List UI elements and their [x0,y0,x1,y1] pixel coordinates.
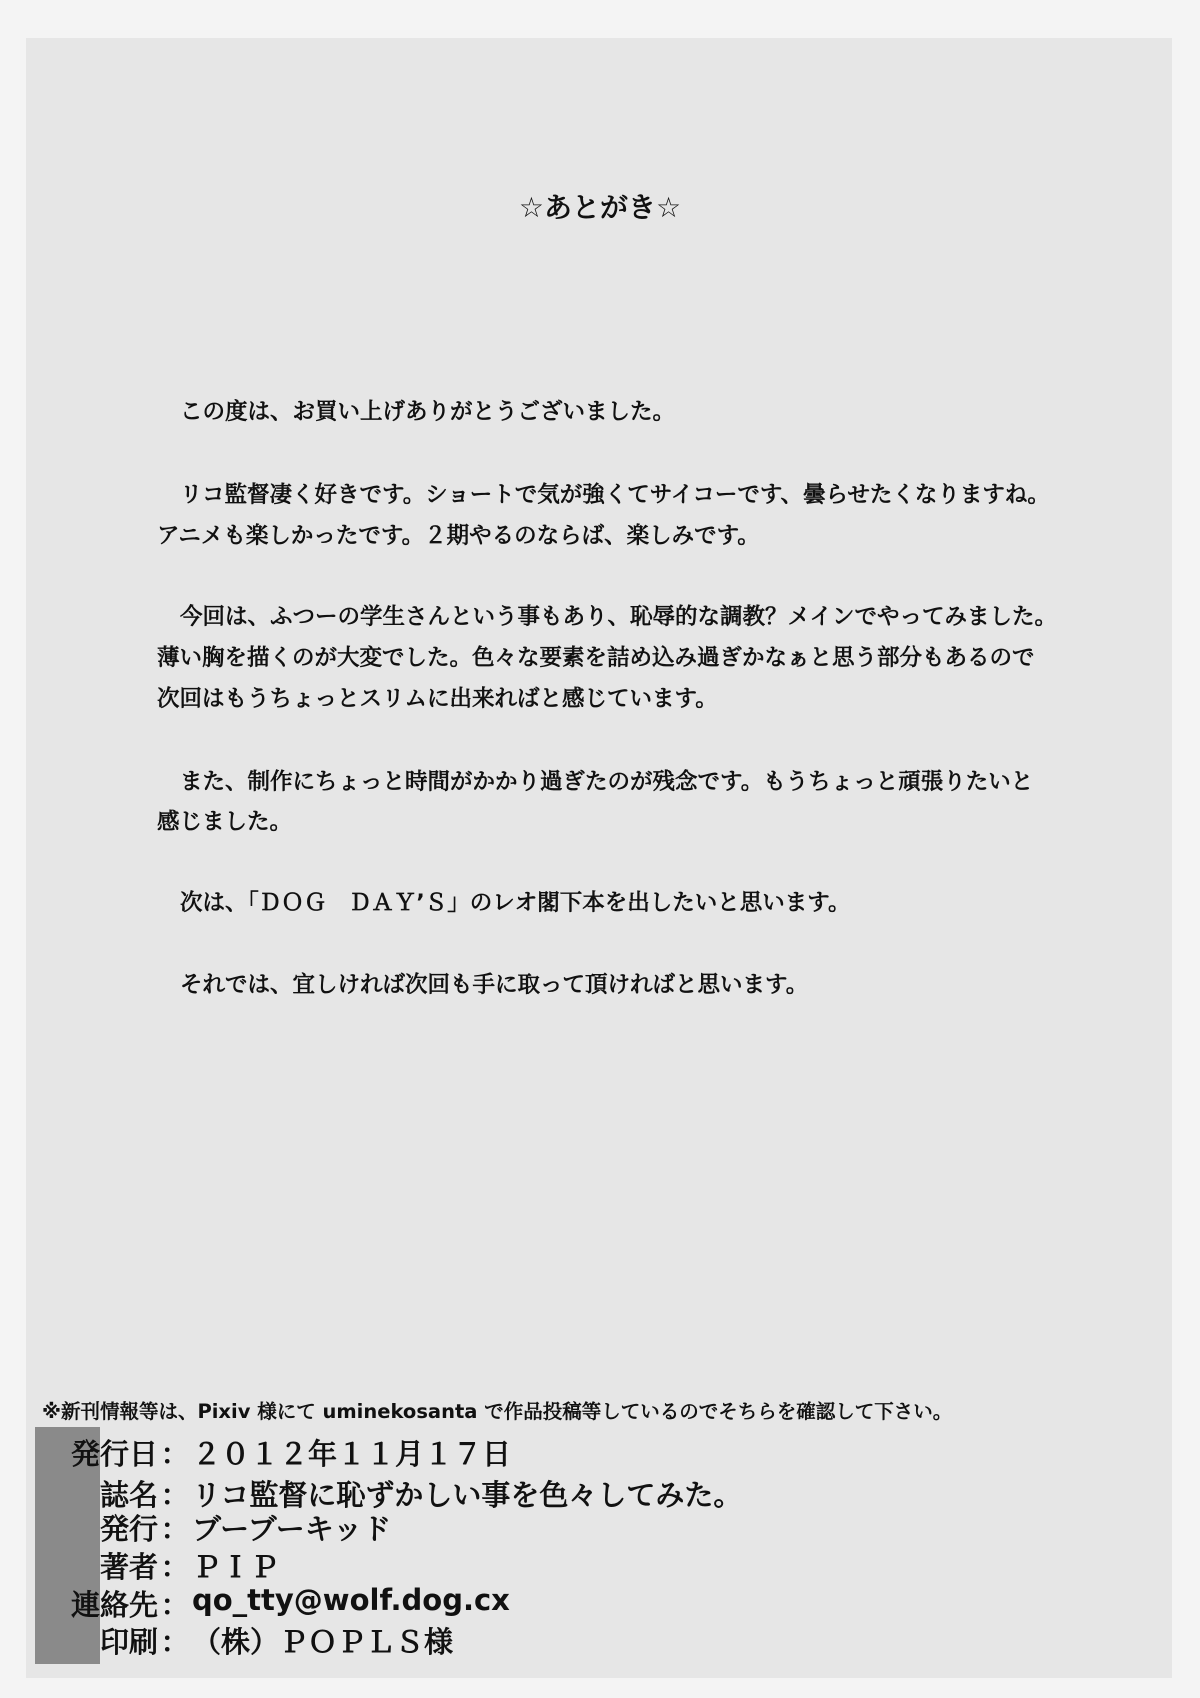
colophon-row-contact [46,1583,510,1624]
colophon-row-printer [46,1620,453,1661]
colophon-label: 連絡先 [70,1588,158,1622]
colophon-value: （株）ＰＯＰＬＳ様 [192,1625,454,1659]
paragraph-line: 薄い胸を描くのが大変でした。色々な要素を詰め込み過ぎかなぁと思う部分もあるので [157,645,1035,671]
paragraph-line: 感じました。 [157,809,293,835]
colophon-label: 誌名 [99,1478,158,1512]
paragraph-line: また、制作にちょっと時間がかかり過ぎたのが残念です。もうちょっと頑張りたいと [180,769,1034,795]
colophon-value: ２０１２年１１月１７日 [192,1437,512,1471]
colophon-value: ブーブーキッド [192,1512,392,1546]
colophon-row-author [46,1545,279,1586]
paragraph-line: それでは、宜しければ次回も手に取って頂ければと思います。 [180,972,809,998]
info-note: ※新刊情報等は、Pixiv 様にて uminekosanta で作品投稿等しているのでそちらを確認して下さい。 [42,1400,953,1423]
colophon-separator: ： [160,1437,190,1471]
colophon-separator: ： [160,1550,190,1584]
colophon-label: 印刷 [99,1625,158,1659]
paragraph-line: 今回は、ふつーの学生さんという事もあり、恥辱的な調教？メインでやってみました。 [180,604,1058,630]
paragraph-line: 次は、「ＤＯＧ ＤＡＹ’Ｓ」のレオ閣下本を出したいと思います。 [180,890,851,916]
colophon-separator: ： [160,1625,190,1659]
paragraph-line: アニメも楽しかったです。２期やるのならば、楽しみです。 [157,523,760,549]
colophon-separator: ： [160,1512,190,1546]
paragraph-line: 次回はもうちょっとスリムに出来ればと感じています。 [157,686,718,712]
colophon-value: qo_tty@wolf.dog.cx [192,1583,510,1617]
colophon-value: ＰＩＰ [192,1550,280,1584]
paragraph-line: この度は、お買い上げありがとうございました。 [180,399,676,425]
colophon-label: 発行 [99,1512,158,1546]
colophon-value: リコ監督に恥ずかしい事を色々してみた。 [192,1478,743,1512]
paragraph-line: リコ監督凄く好きです。ショートで気が強くてサイコーです、曇らせたくなりますね。 [180,482,1050,508]
colophon-separator: ： [160,1588,190,1622]
afterword-title: ☆あとがき☆ [518,191,682,224]
colophon-row-date [46,1432,511,1473]
colophon-row-publisher [46,1507,391,1548]
colophon-separator: ： [160,1478,190,1512]
colophon-label: 発行日 [70,1437,158,1471]
colophon-label: 著者 [99,1550,158,1584]
